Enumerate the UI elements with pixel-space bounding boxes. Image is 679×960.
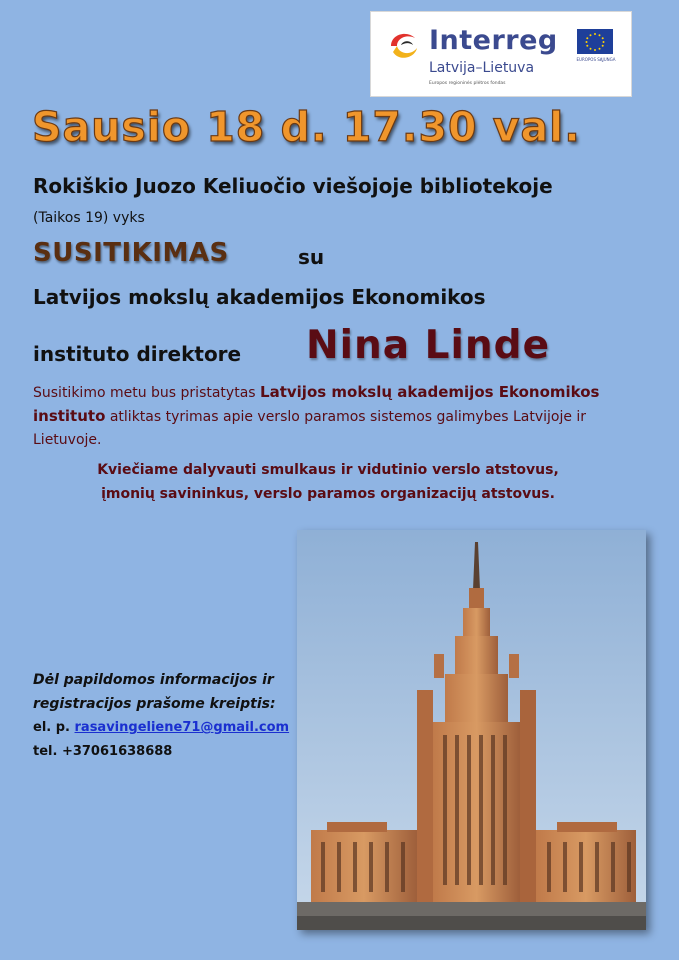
meeting-heading: SUSITIKIMAS xyxy=(33,238,229,268)
eu-flag-icon xyxy=(577,29,613,54)
invitation-line-2: įmonių savininkus, verslo paramos organizacijų atstovus. xyxy=(101,486,555,502)
contact-question-line-1: Dėl papildomos informacijos ir xyxy=(33,672,274,688)
contact-question-line-2: registracijos prašome kreiptis: xyxy=(33,696,276,712)
logo-region: Latvija–Lietuva xyxy=(429,60,535,76)
invitation-line-1: Kviečiame dalyvauti smulkaus ir vidutinio verslo atstovus, xyxy=(97,462,559,478)
contact-phone: tel. +37061638688 xyxy=(33,744,173,759)
eu-label: EUROPOS SĄJUNGA xyxy=(576,57,616,62)
speaker-name: Nina Linde xyxy=(306,323,551,368)
event-date-time: Sausio 18 d. 17.30 val. xyxy=(32,103,581,151)
event-address: (Taikos 19) vyks xyxy=(33,210,145,226)
contact-email-row xyxy=(33,716,295,740)
event-description xyxy=(33,381,653,452)
institute-line-1: Latvijos mokslų akademijos Ekonomikos xyxy=(33,285,486,309)
description-part-1: Susitikimo metu bus pristatytas xyxy=(33,385,261,401)
contact-info xyxy=(33,668,295,764)
email-prefix: el. p. xyxy=(33,720,75,735)
institute-line-2: instituto direktore xyxy=(33,342,242,366)
logo-name: Interreg xyxy=(429,25,558,56)
interreg-swirl-icon xyxy=(387,28,421,62)
academy-building-image xyxy=(297,530,646,930)
event-venue: Rokiškio Juozo Keliuočio viešojoje bibliotekoje xyxy=(33,174,553,198)
logo-fund-text: Europos regioninės plėtros fondas xyxy=(429,81,506,86)
interreg-logo xyxy=(370,11,632,97)
academy-building-photo xyxy=(297,530,646,930)
description-part-2: atliktas tyrimas apie verslo paramos sistemos galimybes Latvijoje ir Lietuvoje. xyxy=(33,409,587,448)
meeting-with: su xyxy=(298,245,325,269)
invitation-text xyxy=(33,458,623,506)
description-highlight: Latvijos mokslų akademijos Ekonomikos instituto xyxy=(33,383,600,425)
email-link[interactable]: rasavingeliene71@gmail.com xyxy=(74,720,290,735)
